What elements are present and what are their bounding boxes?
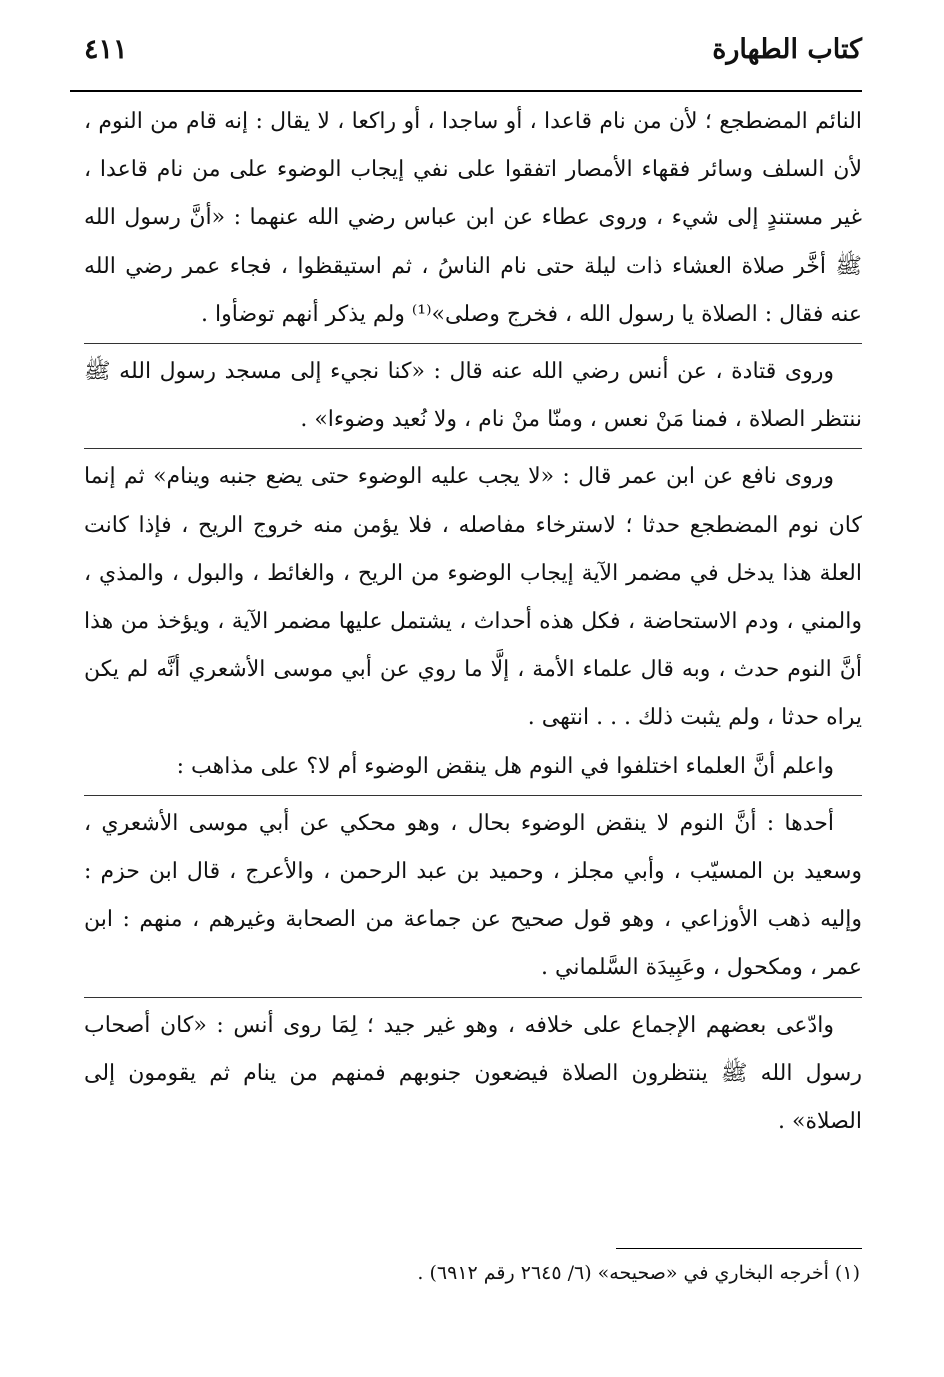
paragraph-6: وادّعى بعضهم الإجماع على خلافه ، وهو غير جيد ؛ لِمَا روى أنس : «كان أصحاب رسول الله ﷺ ينتظرون الصلاة فيضعون جنوبهم فمنهم من ينام ثم يقومون إلى الصلاة» . <box>84 997 862 1147</box>
page-header <box>70 30 862 92</box>
running-title: كتاب الطهارة <box>712 34 862 65</box>
body-text <box>84 98 862 1146</box>
paragraph-2: وروى قتادة ، عن أنس رضي الله عنه قال : «كنا نجيء إلى مسجد رسول الله ﷺ ننتظر الصلاة ، فمنا مَنْ نعس ، ومنّا منْ نام ، ولا نُعيد وضوءا» . <box>84 343 862 444</box>
paragraph-3: وروى نافع عن ابن عمر قال : «لا يجب عليه الوضوء حتى يضع جنبه وينام» ثم إنما كان نوم المضطجع حدثا ؛ لاسترخاء مفاصله ، فلا يؤمن منه خروج الريح ، فإذا كانت العلة هذا يدخل في مضمر الآية إيجاب الوضوء من الريح ، والغائط ، والبول ، والمذي ، والمني ، ودم الاستحاضة ، فكل هذه أحداث ، يشتمل عليها مضمر الآية ، ويؤخذ من هذا أنَّ النوم حدث ، وبه قال علماء الأمة ، إلَّا ما روي عن أبي موسى الأشعري أنَّه لم يكن يراه حدثا ، ولم يثبت ذلك . . . انتهى . <box>84 448 862 742</box>
page-number: ٤١١ <box>84 34 128 65</box>
footnote: (١) أخرجه البخاري في «صحيحه» (٦/ ٢٦٤٥ رقم ٦٩١٢) . <box>417 1262 860 1284</box>
header-rule <box>70 90 862 92</box>
footnote-rule <box>616 1248 862 1249</box>
paragraph-1: النائم المضطجع ؛ لأن من نام قاعدا ، أو ساجدا ، أو راكعا ، لا يقال : إنه قام من النوم ، لأن السلف وسائر فقهاء الأمصار اتفقوا على نفي إيجاب الوضوء على من نام قاعدا ، غير مستندٍ إلى شيء ، وروى عطاء عن ابن عباس رضي الله عنهما : «أنَّ رسول الله ﷺ أخَّر صلاة العشاء ذات ليلة حتى نام الناسُ ، ثم استيقظوا ، فجاء عمر رضي الله عنه فقال : الصلاة يا رسول الله ، فخرج وصلى»⁽¹⁾ ولم يذكر أنهم توضأوا . <box>84 109 862 327</box>
paragraph-5: أحدها : أنَّ النوم لا ينقض الوضوء بحال ، وهو محكي عن أبي موسى الأشعري ، وسعيد بن المسيّب ، وأبي مجلز ، وحميد بن عبد الرحمن ، والأعرج ، قال ابن حزم : وإليه ذهب الأوزاعي ، وهو قول صحيح عن جماعة من الصحابة وغيرهم ، منهم : ابن عمر ، ومكحول ، وعَبِيدَة السَّلماني . <box>84 795 862 993</box>
paragraph-4: واعلم أنَّ العلماء اختلفوا في النوم هل ينقض الوضوء أم لا؟ على مذاهب : <box>176 753 834 779</box>
